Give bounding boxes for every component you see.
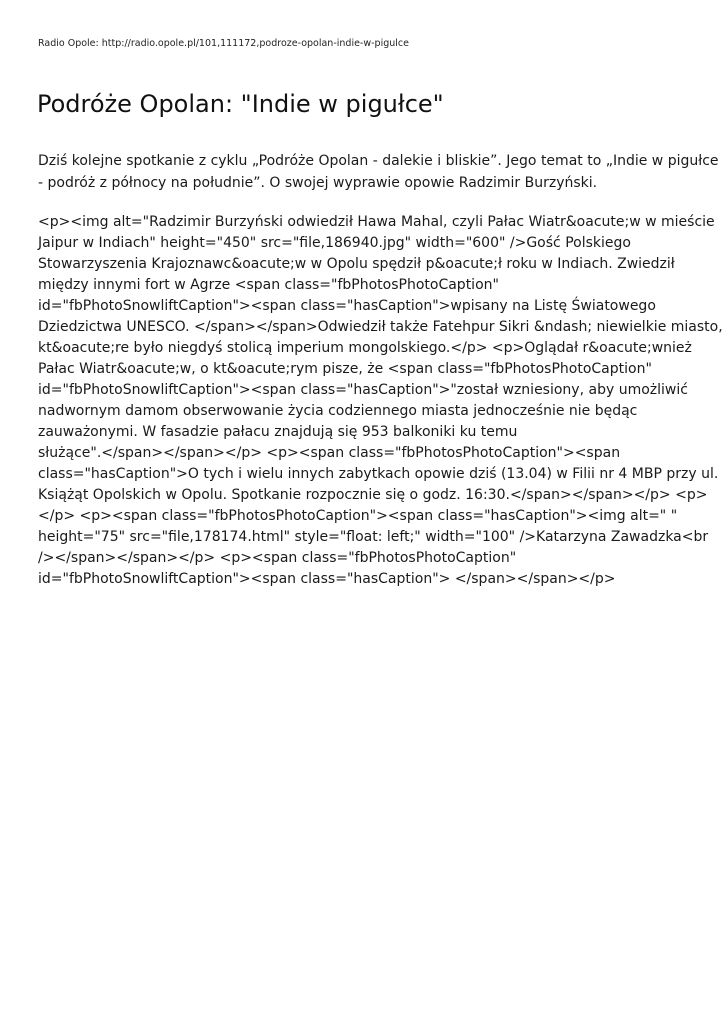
body-line: Dziedzictwa UNESCO. </span></span>Odwiedził także Fatehpur Sikri &ndash; niewielkie miasto, (38, 319, 723, 335)
article-raw-html-body (38, 212, 723, 590)
body-line: Jaipur w Indiach" height="450" src="file,186940.jpg" width="600" />Gość Polskiego (38, 235, 631, 251)
body-line: nadwornym damom obserwowanie życia codziennego miasta jednocześnie nie będąc (38, 403, 638, 419)
body-line: między innymi fort w Agrze <span class="fbPhotosPhotoCaption" (38, 277, 499, 293)
body-line: Książąt Opolskich w Opolu. Spotkanie rozpocznie się o godz. 16:30.</span></span></p> <p> (38, 487, 708, 503)
body-line: id="fbPhotoSnowliftCaption"><span class="hasCaption"> </span></span></p> (38, 571, 616, 587)
source-url-line: Radio Opole: http://radio.opole.pl/101,111172,podroze-opolan-indie-w-pigulce (38, 38, 409, 49)
body-line: id="fbPhotoSnowliftCaption"><span class="hasCaption">wpisany na Listę Światowego (38, 298, 656, 314)
body-line: Stowarzyszenia Krajoznawc&oacute;w w Opolu spędził p&oacute;ł roku w Indiach. Zwiedził (38, 256, 675, 272)
body-line: zauważonymi. W fasadzie pałacu znajdują się 953 balkoniki ku temu (38, 424, 518, 440)
lead-line: Dziś kolejne spotkanie z cyklu „Podróże Opolan - dalekie i bliskie”. Jego temat to „Indie w pigułce (38, 153, 719, 169)
body-line: <p><img alt="Radzimir Burzyński odwiedził Hawa Mahal, czyli Pałac Wiatr&oacute;w w mieście (38, 214, 715, 230)
body-line: /></span></span></p> <p><span class="fbPhotosPhotoCaption" (38, 550, 517, 566)
lead-line: - podróż z północy na południe”. O swojej wyprawie opowie Radzimir Burzyński. (38, 175, 598, 191)
body-line: Pałac Wiatr&oacute;w, o kt&oacute;rym pisze, że <span class="fbPhotosPhotoCaption" (38, 361, 652, 377)
article-lead (38, 150, 719, 194)
body-line: height="75" src="file,178174.html" style="float: left;" width="100" />Katarzyna Zawadzka<br (38, 529, 709, 545)
body-line: class="hasCaption">O tych i wielu innych zabytkach opowie dziś (13.04) w Filii nr 4 MBP przy ul. (38, 466, 719, 482)
article-title: Podróże Opolan: "Indie w pigułce" (37, 90, 444, 118)
body-line: id="fbPhotoSnowliftCaption"><span class="hasCaption">"został wzniesiony, aby umożliwić (38, 382, 688, 398)
body-line: </p> <p><span class="fbPhotosPhotoCaption"><span class="hasCaption"><img alt=" " (38, 508, 678, 524)
body-line: kt&oacute;re było niegdyś stolicą imperium mongolskiego.</p> <p>Oglądał r&oacute;wnież (38, 340, 692, 356)
body-line: służące".</span></span></p> <p><span class="fbPhotosPhotoCaption"><span (38, 445, 621, 461)
